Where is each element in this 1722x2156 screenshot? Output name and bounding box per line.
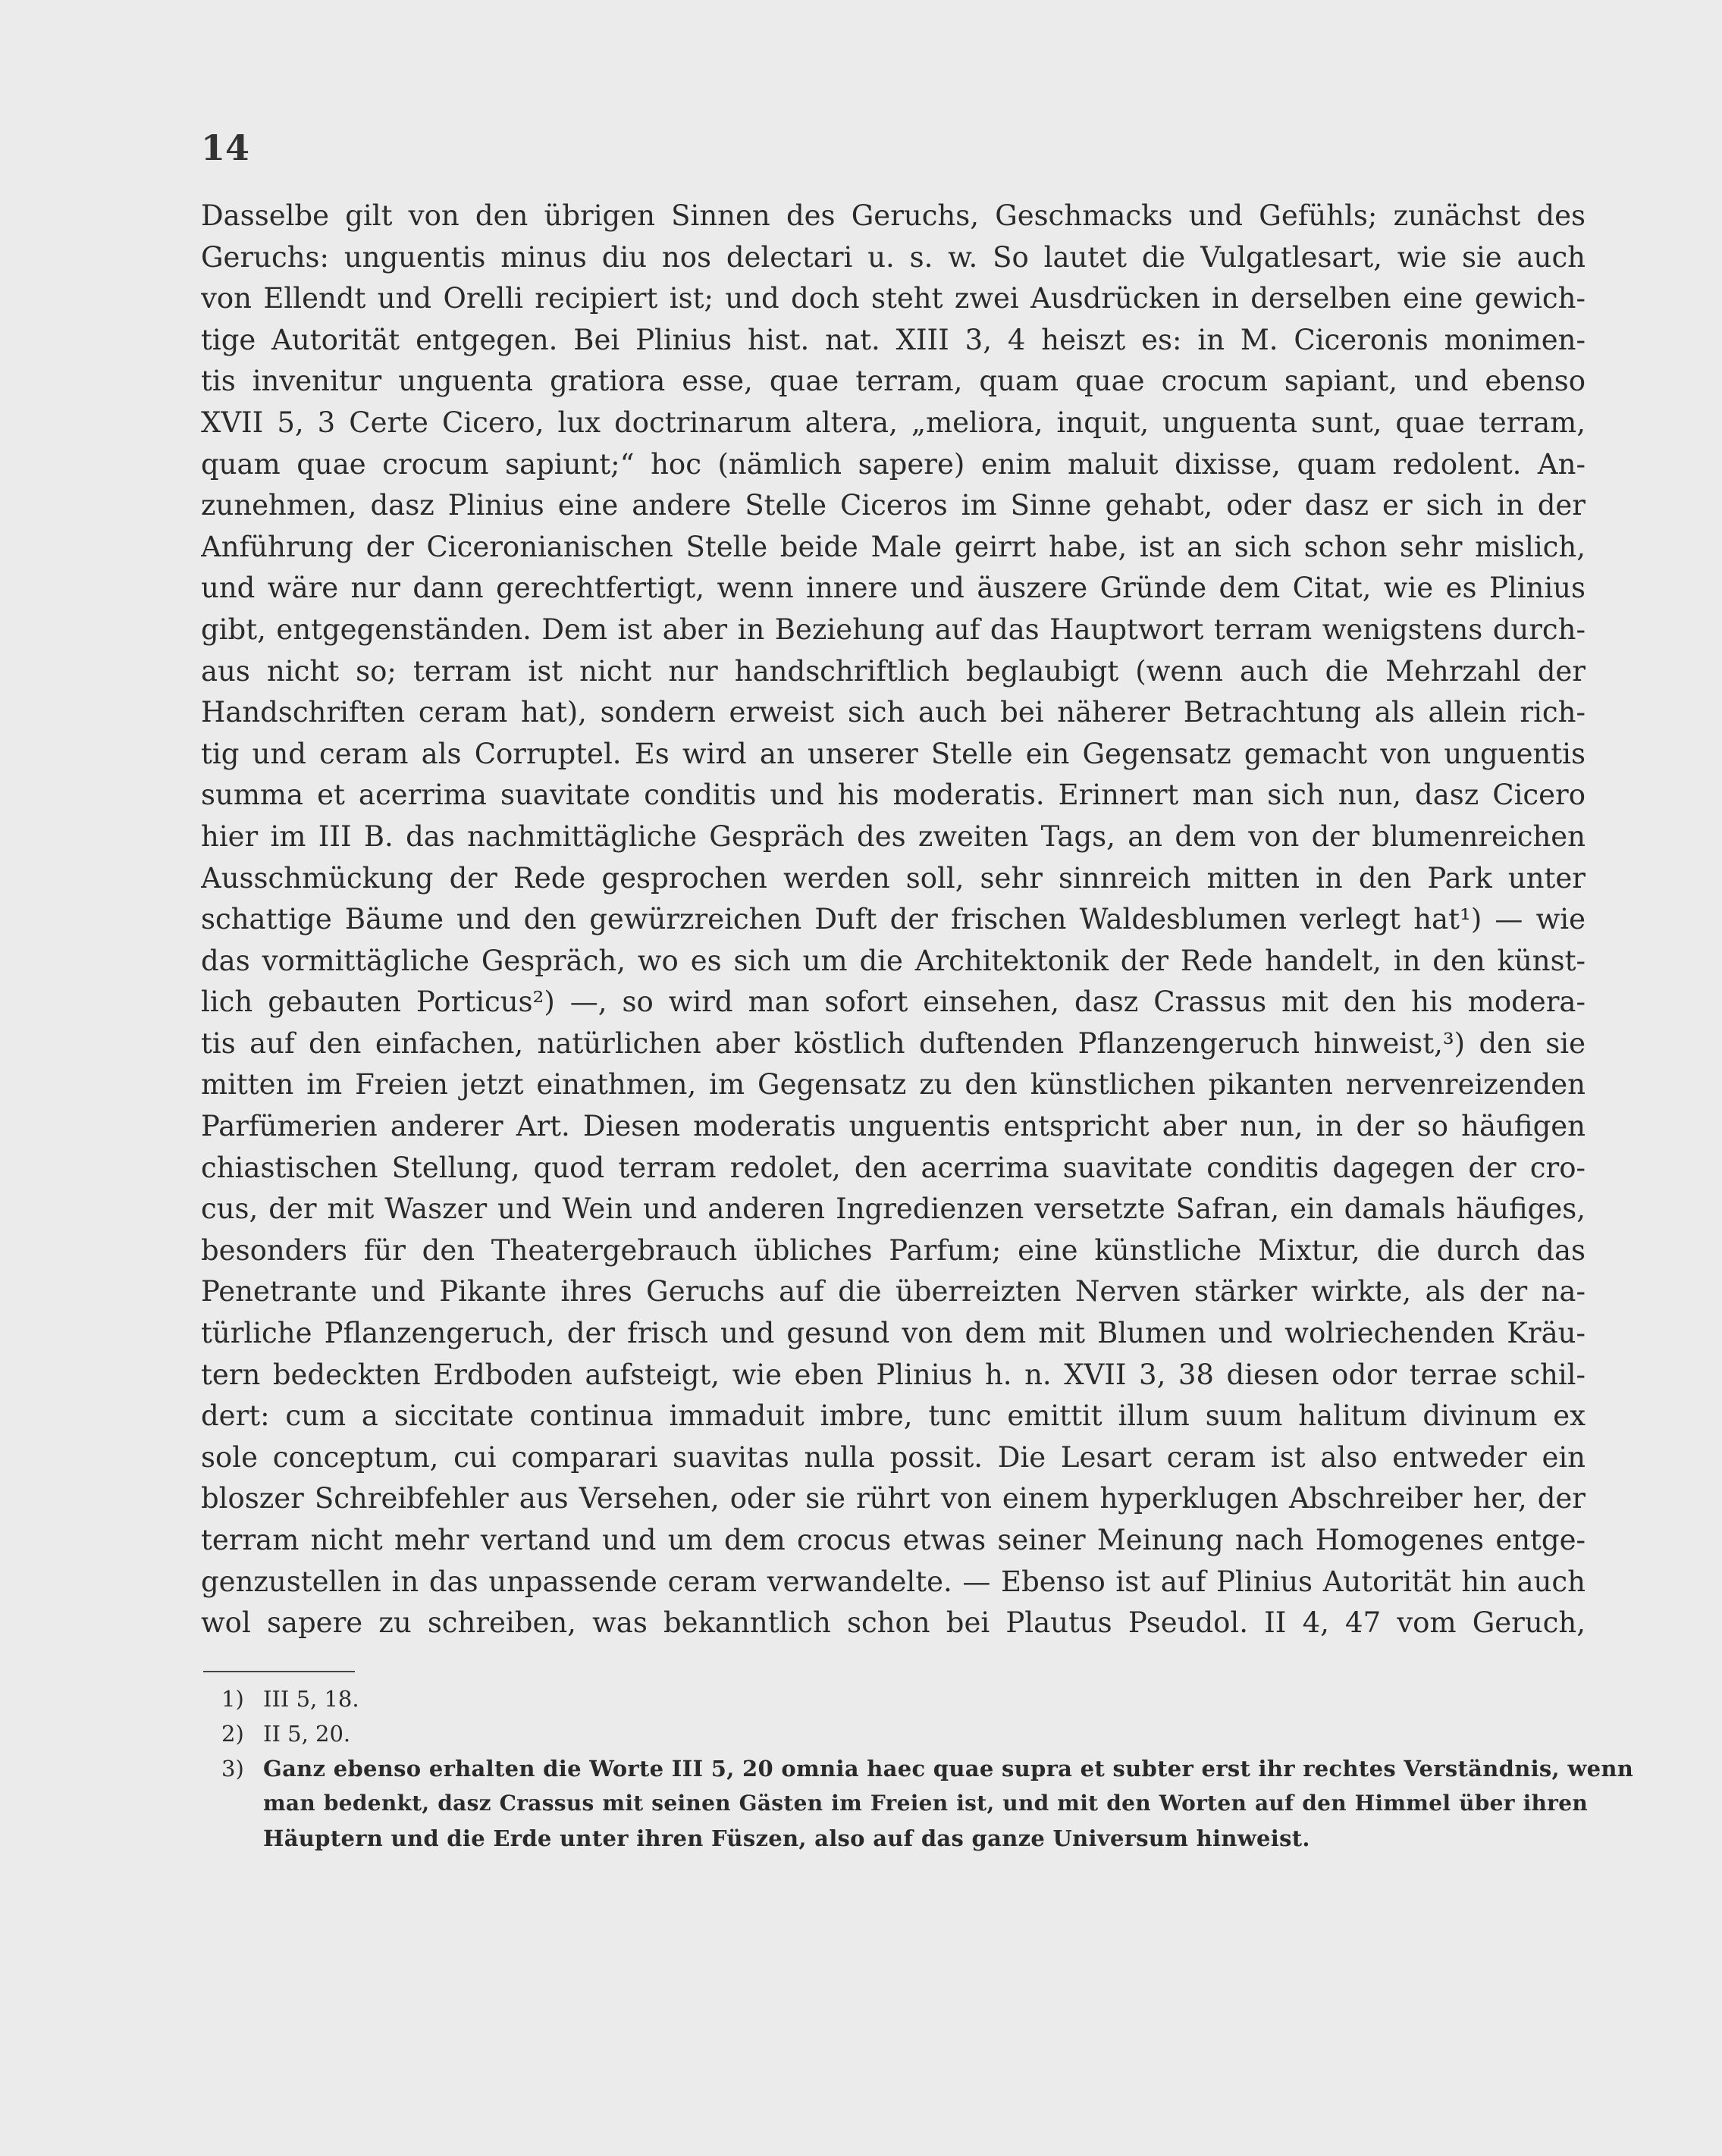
- footnote-text: III 5, 18.: [263, 1686, 359, 1712]
- text-line: tern bedeckten Erdboden aufsteigt, wie eben Plinius h. n. XVII 3, 38 diesen odor terrae schil-: [201, 1358, 1586, 1391]
- text-line: besonders für den Theatergebrauch übliches Parfum; eine künstliche Mixtur, die durch das: [201, 1233, 1586, 1267]
- text-line: XVII 5, 3 Certe Cicero, lux doctrinarum altera, „meliora, inquit, unguenta sunt, quae terram,: [201, 406, 1586, 439]
- text-line: genzustellen in das unpassende ceram verwandelte. — Ebenso ist auf Plinius Autorität hin auch: [201, 1565, 1586, 1598]
- text-line: aus nicht so; terram ist nicht nur handschriftlich beglaubigt (wenn auch die Mehrzahl der: [201, 654, 1586, 688]
- text-line: quam quae crocum sapiunt;“ hoc (nämlich sapere) enim maluit dixisse, quam redolent. An-: [201, 447, 1586, 481]
- text-line: mitten im Freien jetzt einathmen, im Gegensatz zu den künstlichen pikanten nervenreizenden: [201, 1068, 1586, 1102]
- text-line: Handschriften ceram hat), sondern erweist sich auch bei näherer Betrachtung als allein rich-: [201, 696, 1586, 729]
- text-line: von Ellendt und Orelli recipiert ist; und doch steht zwei Ausdrücken in derselben eine gewich-: [201, 282, 1586, 315]
- footnote-text: II 5, 20.: [263, 1721, 351, 1747]
- text-line: Penetrante und Pikante ihres Geruchs auf die überreizten Nerven stärker wirkte, als der na-: [201, 1275, 1586, 1308]
- footnotes: [221, 1681, 1634, 1856]
- text-line: wol sapere zu schreiben, was bekanntlich schon bei Plautus Pseudol. II 4, 47 vom Geruch,: [201, 1606, 1586, 1640]
- text-line: cus, der mit Waszer und Wein und anderen Ingredienzen versetzte Safran, ein damals häufiges,: [201, 1192, 1586, 1226]
- footnote-3: [221, 1751, 1634, 1786]
- text-line: schattige Bäume und den gewürzreichen Duft der frischen Waldesblumen verlegt hat¹) — wie: [201, 903, 1586, 936]
- text-line: bloszer Schreibfehler aus Versehen, oder sie rührt von einem hyperklugen Abschreiber her, der: [201, 1482, 1586, 1515]
- footnote-number: 2): [221, 1721, 244, 1747]
- text-line: Anführung der Ciceronianischen Stelle beide Male geirrt habe, ist an sich schon sehr mislich,: [201, 530, 1586, 563]
- text-line: terram nicht mehr vertand und um dem crocus etwas seiner Meinung nach Homogenes entge-: [201, 1524, 1586, 1556]
- text-line: Parfümerien anderer Art. Diesen moderatis unguentis entspricht aber nun, in der so häufigen: [201, 1110, 1586, 1143]
- text-line: das vormittägliche Gespräch, wo es sich um die Architektonik der Rede handelt, in den künst-: [201, 944, 1586, 977]
- text-line: Dasselbe gilt von den übrigen Sinnen des Geruchs, Geschmacks und Gefühls; zunächst des: [201, 199, 1586, 232]
- footnote-number: 3): [221, 1756, 244, 1782]
- footnote-separator: [203, 1671, 355, 1672]
- text-line: und wäre nur dann gerechtfertigt, wenn innere und äuszere Gründe dem Citat, wie es Plinius: [201, 572, 1586, 605]
- text-line: tig und ceram als Corruptel. Es wird an unserer Stelle ein Gegensatz gemacht von unguentis: [201, 737, 1586, 770]
- footnote-number: 1): [221, 1686, 244, 1712]
- text-line: tis invenitur unguenta gratiora esse, quae terram, quam quae crocum sapiant, und ebenso: [201, 365, 1586, 398]
- text-line: Ausschmückung der Rede gesprochen werden soll, sehr sinnreich mitten in den Park unter: [201, 861, 1586, 895]
- text-line: lich gebauten Porticus²) —, so wird man sofort einsehen, dasz Crassus mit den his modera-: [201, 986, 1586, 1019]
- text-line: Geruchs: unguentis minus diu nos delectari u. s. w. So lautet die Vulgatlesart, wie sie auch: [201, 240, 1586, 274]
- footnote-text-line: Ganz ebenso erhalten die Worte III 5, 20 omnia haec quae supra et subter erst ihr rechtes Verständnis, wenn: [263, 1756, 1634, 1782]
- footnote-text-line: man bedenkt, dasz Crassus mit seinen Gästen im Freien ist, und mit den Worten auf den Himmel über ihren: [263, 1791, 1588, 1816]
- text-line: gibt, entgegenständen. Dem ist aber in Beziehung auf das Hauptwort terram wenigstens durch-: [201, 613, 1586, 646]
- text-line: hier im III B. das nachmittägliche Gespräch des zweiten Tags, an dem von der blumenreichen: [201, 819, 1586, 853]
- footnote-1: [221, 1681, 1588, 1716]
- text-line: dert: cum a siccitate continua immaduit imbre, tunc emittit illum suum halitum divinum ex: [201, 1399, 1586, 1433]
- text-line: summa et acerrima suavitate conditis und his moderatis. Erinnert man sich nun, dasz Cicero: [201, 779, 1586, 812]
- page-number: 14: [201, 127, 250, 168]
- footnote-text-line: Häuptern und die Erde unter ihren Füszen, also auf das ganze Universum hinweist.: [263, 1825, 1310, 1851]
- footnote-2: [221, 1716, 1588, 1751]
- text-line: zunehmen, dasz Plinius eine andere Stelle Ciceros im Sinne gehabt, oder dasz er sich in der: [201, 489, 1586, 522]
- text-line: tige Autorität entgegen. Bei Plinius hist. nat. XIII 3, 4 heiszt es: in M. Ciceronis monimen-: [201, 323, 1586, 356]
- body-text: [201, 196, 1586, 1644]
- text-line: sole conceptum, cui comparari suavitas nulla possit. Die Lesart ceram ist also entweder ein: [201, 1440, 1586, 1474]
- text-line: türliche Pflanzengeruch, der frisch und gesund von dem mit Blumen und wolriechenden Kräu-: [201, 1317, 1586, 1350]
- text-line: tis auf den einfachen, natürlichen aber köstlich duftenden Pflanzengeruch hinweist,³) den sie: [201, 1026, 1586, 1060]
- text-line: chiastischen Stellung, quod terram redolet, den acerrima suavitate conditis dagegen der cro-: [201, 1151, 1586, 1184]
